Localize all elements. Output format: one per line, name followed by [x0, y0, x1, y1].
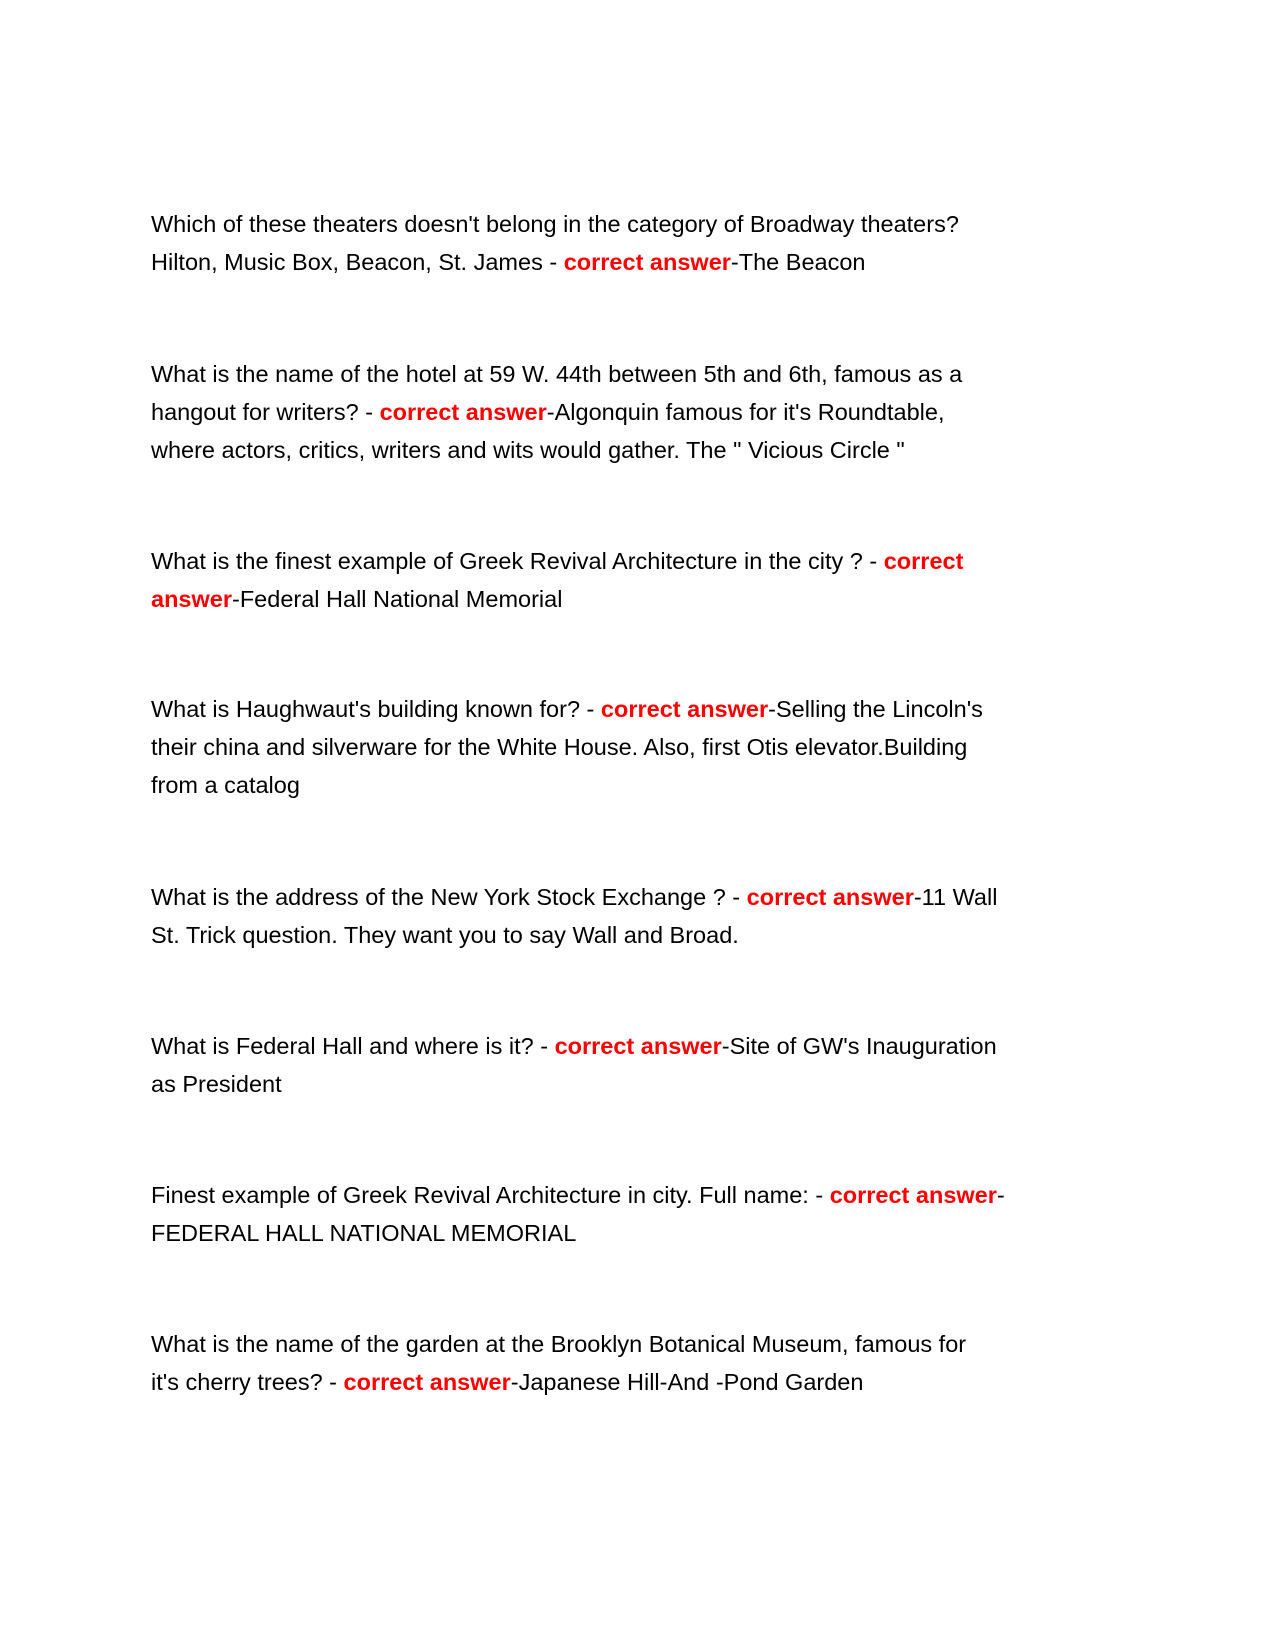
text-segment: -Selling the Lincoln's	[768, 696, 983, 722]
text-segment: What is the finest example of Greek Revival Architecture in the city ? -	[151, 548, 884, 574]
text-line	[151, 393, 962, 431]
text-line	[151, 355, 962, 393]
text-line	[151, 1027, 997, 1065]
text-segment: What is the address of the New York Stock Exchange ? -	[151, 884, 747, 910]
text-line	[151, 1065, 997, 1103]
text-line	[151, 916, 997, 954]
answer-label: correct answer	[343, 1369, 511, 1395]
text-segment: What is Haughwaut's building known for? -	[151, 696, 601, 722]
text-segment: their china and silverware for the White House. Also, first Otis elevator.Building	[151, 734, 968, 760]
text-line	[151, 205, 959, 243]
text-line	[151, 878, 997, 916]
text-line	[151, 243, 959, 281]
text-line	[151, 542, 963, 580]
text-line	[151, 580, 963, 618]
text-line	[151, 690, 983, 728]
qa-item	[151, 1176, 1005, 1252]
text-segment: -	[996, 1182, 1005, 1208]
text-line	[151, 431, 962, 469]
answer-label: correct answer	[379, 399, 547, 425]
qa-item	[151, 205, 959, 281]
text-line	[151, 1214, 1005, 1252]
text-line	[151, 728, 983, 766]
answer-label: correct answer	[600, 696, 769, 722]
text-segment: FEDERAL HALL NATIONAL MEMORIAL	[151, 1220, 577, 1246]
text-segment: -The Beacon	[730, 249, 866, 275]
qa-item	[151, 1325, 966, 1401]
qa-item	[151, 542, 963, 618]
text-segment: What is the name of the garden at the Brooklyn Botanical Museum, famous for	[151, 1331, 967, 1357]
text-segment: -Japanese Hill-And -Pond Garden	[510, 1369, 864, 1395]
text-segment: Finest example of Greek Revival Architecture in city. Full name: -	[151, 1182, 830, 1208]
qa-item	[151, 355, 962, 469]
answer-label: correct answer	[746, 884, 914, 910]
text-segment: What is the name of the hotel at 59 W. 44th between 5th and 6th, famous as a	[151, 361, 963, 387]
text-segment: -Site of GW's Inauguration	[721, 1033, 997, 1059]
text-line	[151, 766, 983, 804]
text-segment: What is Federal Hall and where is it? -	[151, 1033, 555, 1059]
text-segment: Hilton, Music Box, Beacon, St. James -	[151, 249, 564, 275]
text-line	[151, 1325, 966, 1363]
text-segment: St. Trick question. They want you to say Wall and Broad.	[151, 922, 739, 948]
answer-label: correct	[883, 548, 964, 574]
answer-label: correct answer	[563, 249, 731, 275]
text-segment: from a catalog	[151, 772, 300, 798]
text-segment: -Federal Hall National Memorial	[232, 586, 563, 612]
answer-label: correct answer	[829, 1182, 997, 1208]
text-segment: where actors, critics, writers and wits would gather. The " Vicious Circle "	[151, 437, 905, 463]
qa-item	[151, 1027, 997, 1103]
answer-label: answer	[151, 586, 232, 612]
text-segment: -Algonquin famous for it's Roundtable,	[546, 399, 945, 425]
text-segment: as President	[151, 1071, 282, 1097]
text-segment: hangout for writers? -	[151, 399, 380, 425]
text-segment: -11 Wall	[913, 884, 998, 910]
text-line	[151, 1176, 1005, 1214]
qa-item	[151, 878, 997, 954]
text-segment: Which of these theaters doesn't belong in the category of Broadway theaters?	[151, 211, 959, 237]
text-segment: it's cherry trees? -	[151, 1369, 344, 1395]
answer-label: correct answer	[554, 1033, 722, 1059]
qa-item	[151, 690, 983, 804]
text-line	[151, 1363, 966, 1401]
